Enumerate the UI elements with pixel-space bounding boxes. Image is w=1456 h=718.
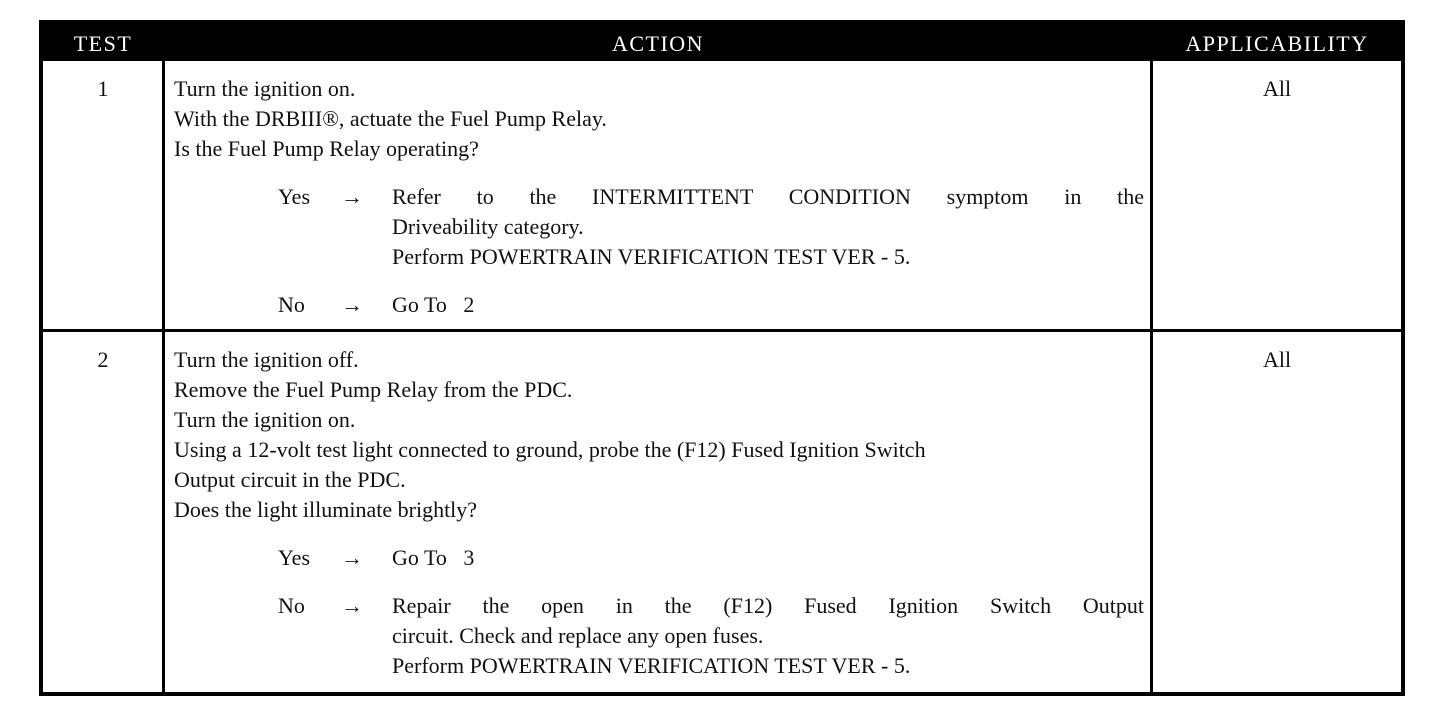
test-number: 1 — [97, 76, 109, 101]
branch-label: No — [278, 593, 305, 618]
branch-yes — [174, 543, 1144, 573]
applicability-value: All — [1262, 347, 1292, 372]
action-step: Remove the Fuel Pump Relay from the PDC. — [174, 377, 573, 402]
table-row — [43, 61, 1401, 329]
branch-text — [392, 182, 1144, 272]
arrow-right-icon: → — [341, 184, 363, 209]
test-number: 2 — [97, 347, 109, 372]
branch-yes — [174, 182, 1144, 272]
arrow-right-icon: → — [341, 545, 363, 570]
branch-line: Driveability category. — [392, 214, 584, 239]
branch-text — [392, 591, 1144, 681]
branch-line: Go To 2 — [392, 292, 475, 317]
branch-line: Refer to the INTERMITTENT CONDITION symptom in the — [392, 184, 1144, 209]
branch-line: Repair the open in the (F12) Fused Ignition Switch Output — [392, 593, 1144, 618]
column-divider — [162, 61, 165, 692]
header-action: ACTION — [611, 31, 705, 56]
branch-no — [174, 290, 1144, 320]
branch-line: circuit. Check and replace any open fuses. — [392, 623, 764, 648]
action-cell — [174, 74, 1144, 320]
branch-label: Yes — [278, 184, 311, 209]
column-divider — [1150, 61, 1153, 692]
action-step: Using a 12-volt test light connected to ground, probe the (F12) Fused Ignition Switch — [174, 437, 926, 462]
action-step: Turn the ignition on. — [174, 76, 356, 101]
header-applicability: APPLICABILITY — [1185, 31, 1369, 56]
action-step: Output circuit in the PDC. — [174, 467, 406, 492]
branch-line: Perform POWERTRAIN VERIFICATION TEST VER - 5. — [392, 653, 911, 678]
branch-line: Go To 3 — [392, 545, 475, 570]
branch-text — [392, 543, 1144, 573]
action-step: Does the light illuminate brightly? — [174, 497, 478, 522]
arrow-right-icon: → — [341, 593, 363, 618]
branch-no — [174, 591, 1144, 681]
table-row — [43, 332, 1401, 692]
branch-label: No — [278, 292, 305, 317]
action-step: Is the Fuel Pump Relay operating? — [174, 136, 479, 161]
applicability-value: All — [1262, 76, 1292, 101]
arrow-right-icon: → — [341, 292, 363, 317]
branch-line: Perform POWERTRAIN VERIFICATION TEST VER - 5. — [392, 244, 911, 269]
action-cell — [174, 345, 1144, 681]
branch-text — [392, 290, 1144, 320]
table-header — [43, 24, 1401, 61]
header-test: TEST — [73, 31, 133, 56]
action-step: Turn the ignition on. — [174, 407, 356, 432]
action-step: With the DRBIII®, actuate the Fuel Pump Relay. — [174, 106, 607, 131]
diagnostic-test-table — [39, 20, 1405, 696]
branch-label: Yes — [278, 545, 311, 570]
action-step: Turn the ignition off. — [174, 347, 359, 372]
